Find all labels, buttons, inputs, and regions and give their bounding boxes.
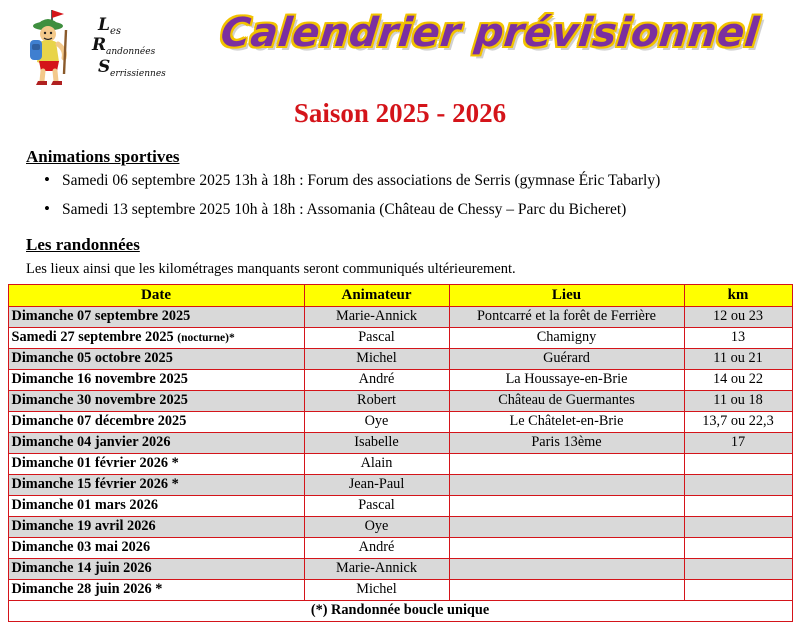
table-row bbox=[8, 579, 792, 600]
svg-text:errissiennes: errissiennes bbox=[110, 69, 166, 79]
cell-km bbox=[684, 453, 792, 474]
cell-date: Dimanche 05 octobre 2025 bbox=[8, 348, 304, 369]
cell-km: 17 bbox=[684, 432, 792, 453]
svg-text:es: es bbox=[110, 26, 122, 37]
cell-km: 13 bbox=[684, 327, 792, 348]
cell-km bbox=[684, 495, 792, 516]
cell-km bbox=[684, 558, 792, 579]
list-item: • Samedi 13 septembre 2025 10h à 18h : Assomania (Château de Chessy – Parc du Bicheret) bbox=[62, 202, 800, 218]
table-row bbox=[8, 453, 792, 474]
cell-date: Dimanche 14 juin 2026 bbox=[8, 558, 304, 579]
cell-animateur: Michel bbox=[304, 348, 449, 369]
cell-animateur: André bbox=[304, 537, 449, 558]
cell-lieu: Guérard bbox=[449, 348, 684, 369]
svg-text:R: R bbox=[92, 35, 107, 55]
cell-km bbox=[684, 537, 792, 558]
cell-animateur: Marie-Annick bbox=[304, 558, 449, 579]
cell-km bbox=[684, 516, 792, 537]
table-row bbox=[8, 558, 792, 579]
cell-km: 12 ou 23 bbox=[684, 306, 792, 327]
cell-km: 14 ou 22 bbox=[684, 369, 792, 390]
cell-lieu: Chamigny bbox=[449, 327, 684, 348]
cell-date: Dimanche 04 janvier 2026 bbox=[8, 432, 304, 453]
cell-date: Dimanche 30 novembre 2025 bbox=[8, 390, 304, 411]
cell-animateur: Robert bbox=[304, 390, 449, 411]
cell-lieu: Le Châtelet-en-Brie bbox=[449, 411, 684, 432]
cell-date: Dimanche 01 février 2026 * bbox=[8, 453, 304, 474]
table-row bbox=[8, 516, 792, 537]
column-header-km: km bbox=[684, 284, 792, 306]
cell-animateur: Oye bbox=[304, 516, 449, 537]
cell-km bbox=[684, 474, 792, 495]
cell-lieu: La Houssaye-en-Brie bbox=[449, 369, 684, 390]
table-row bbox=[8, 390, 792, 411]
cell-date bbox=[8, 327, 304, 348]
calendar-table bbox=[8, 284, 793, 622]
cell-date: Dimanche 16 novembre 2025 bbox=[8, 369, 304, 390]
svg-text:L: L bbox=[98, 15, 110, 35]
table-footer-row bbox=[8, 600, 792, 621]
cell-lieu bbox=[449, 474, 684, 495]
cell-date: Dimanche 07 décembre 2025 bbox=[8, 411, 304, 432]
footer-note: (*) Randonnée boucle unique bbox=[8, 600, 792, 621]
cell-lieu bbox=[449, 537, 684, 558]
cell-lieu: Château de Guermantes bbox=[449, 390, 684, 411]
cell-lieu: Paris 13ème bbox=[449, 432, 684, 453]
table-row bbox=[8, 306, 792, 327]
section-title-hikes: Les randonnées bbox=[26, 234, 140, 254]
sports-events-list bbox=[0, 173, 800, 219]
cell-lieu bbox=[449, 558, 684, 579]
column-header-lieu: Lieu bbox=[449, 284, 684, 306]
club-logo bbox=[14, 4, 179, 92]
svg-text:S: S bbox=[98, 57, 111, 77]
cell-date-text: Samedi 27 septembre 2025 bbox=[11, 329, 178, 346]
cell-km: 13,7 ou 22,3 bbox=[684, 411, 792, 432]
cell-lieu bbox=[449, 453, 684, 474]
table-row bbox=[8, 369, 792, 390]
cell-date: Dimanche 28 juin 2026 * bbox=[8, 579, 304, 600]
cell-lieu: Pontcarré et la forêt de Ferrière bbox=[449, 306, 684, 327]
svg-text:andonnées: andonnées bbox=[106, 47, 156, 57]
column-header-animateur: Animateur bbox=[304, 284, 449, 306]
section-title-sports: Animations sportives bbox=[26, 147, 180, 166]
cell-animateur: Alain bbox=[304, 453, 449, 474]
cell-km: 11 ou 21 bbox=[684, 348, 792, 369]
column-header-date: Date bbox=[8, 284, 304, 306]
cell-date: Dimanche 19 avril 2026 bbox=[8, 516, 304, 537]
cell-lieu bbox=[449, 516, 684, 537]
cell-animateur: Michel bbox=[304, 579, 449, 600]
cell-km: 11 ou 18 bbox=[684, 390, 792, 411]
cell-animateur: Pascal bbox=[304, 495, 449, 516]
cell-km bbox=[684, 579, 792, 600]
table-row bbox=[8, 537, 792, 558]
cell-lieu bbox=[449, 495, 684, 516]
table-row bbox=[8, 327, 792, 348]
list-item: • Samedi 06 septembre 2025 13h à 18h : Forum des associations de Serris (gymnase Éric Tabarly) bbox=[62, 173, 800, 189]
cell-animateur: Marie-Annick bbox=[304, 306, 449, 327]
season-subtitle: Saison 2025 - 2026 bbox=[293, 98, 507, 128]
cell-date: Dimanche 01 mars 2026 bbox=[8, 495, 304, 516]
table-row bbox=[8, 432, 792, 453]
cell-date: Dimanche 15 février 2026 * bbox=[8, 474, 304, 495]
cell-animateur: Isabelle bbox=[304, 432, 449, 453]
cell-animateur: André bbox=[304, 369, 449, 390]
cell-date: Dimanche 07 septembre 2025 bbox=[8, 306, 304, 327]
cell-animateur: Jean-Paul bbox=[304, 474, 449, 495]
table-row bbox=[8, 474, 792, 495]
calendar-table-body bbox=[8, 306, 792, 600]
table-row bbox=[8, 348, 792, 369]
table-row bbox=[8, 411, 792, 432]
cell-date: Dimanche 03 mai 2026 bbox=[8, 537, 304, 558]
table-header-row bbox=[8, 284, 792, 306]
cell-lieu bbox=[449, 579, 684, 600]
cell-date-suffix: (nocturne)* bbox=[177, 332, 235, 345]
page-title: Calendrier prévisionnel bbox=[218, 10, 762, 56]
cell-animateur: Oye bbox=[304, 411, 449, 432]
document-header bbox=[0, 0, 800, 92]
cell-animateur: Pascal bbox=[304, 327, 449, 348]
hikes-note: Les lieux ainsi que les kilométrages manquants seront communiqués ultérieurement. bbox=[26, 260, 516, 277]
table-row bbox=[8, 495, 792, 516]
